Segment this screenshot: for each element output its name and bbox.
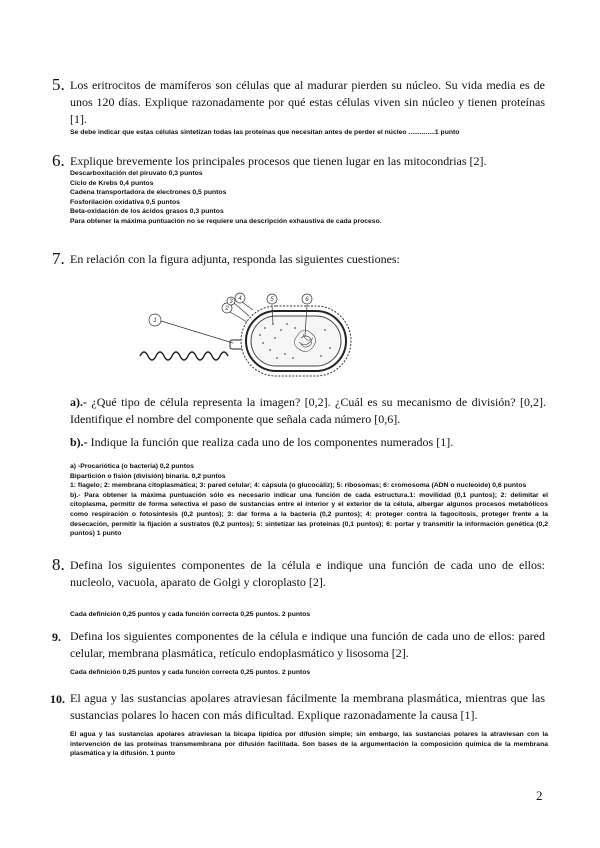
label-1: 1: [153, 318, 157, 324]
part-b-label: b).-: [70, 435, 88, 449]
flagellum: [140, 352, 228, 360]
label-6: 6: [305, 297, 309, 303]
question-6-answer: [70, 169, 548, 227]
question-7-answer: [70, 462, 548, 539]
question-7-text: En relación con la figura adjunta, responda las siguientes cuestiones:: [70, 252, 400, 266]
label-5: 5: [270, 297, 274, 303]
question-5-number: 5.: [52, 75, 65, 94]
question-7-part-b: [70, 434, 546, 451]
bacterium-figure: [135, 288, 355, 383]
question-9-text: Defina los siguientes componentes de la célula e indique una función de cada uno de ellos: pared celular, membrana plasmática, retículo endoplasmático y lisosoma [2].: [70, 629, 545, 660]
cell-membrane: [251, 316, 341, 366]
label-3: 3: [229, 299, 233, 305]
answer-line: Ciclo de Krebs 0,4 puntos: [70, 179, 154, 187]
question-8-text: Defina los siguientes componentes de la célula e indique una función de cada uno de ellos: nucleolo, vacuola, aparato de Golgi y cloroplasto [2].: [70, 558, 545, 589]
question-10-number: 10.: [50, 692, 65, 706]
question-9-answer: Cada definición 0,25 puntos y cada función correcta 0,25 puntos. 2 puntos: [70, 669, 311, 676]
answer-line: Beta-oxidación de los ácidos grasos 0,3 puntos: [70, 208, 224, 216]
answer-line: Para obtener la máxima puntuación no se requiere una descripción exhaustiva de cada proceso.: [70, 217, 382, 225]
label-4: 4: [238, 296, 242, 302]
question-5-answer: Se debe indicar que estas células sintetizan todas las proteínas que necesitan antes de perder el núcleo ..............1 punto: [70, 129, 460, 136]
question-8-answer: Cada definición 0,25 puntos y cada función correcta 0,25 puntos. 2 puntos: [70, 611, 311, 618]
answer-line: 1: flagelo; 2: membrana citoplasmática; 3: pared celular; 4: cápsula (o glucocáliz); 5: ribosomas; 6: cromosoma (ADN o nucleoide) 0,6 puntos: [70, 482, 527, 490]
part-a-text: ¿Qué tipo de célula representa la imagen? [0,2]. ¿Cuál es su mecanismo de división? [0,2]. Identifique el nombre del componente que señala cada número [0,6].: [70, 395, 546, 426]
answer-line: b).- Para obtener la máxima puntuación sólo es necesario indicar una función de cada estructura.1: movilidad (0,1 puntos); 2: delimitar el citoplasma, permitir de forma selectiva el paso de sustancias entre el interior y el exterior de la célula, albergar algunos procesos metabólicos como respiración o fotosíntesis (0,2 puntos); 3: dar forma a la bacteria (0,2 puntos); 4: proteger contra la fagocitosis, proteger frente a la desecación, permitir la fijación a sustratos (0,2 puntos); 5: sintetizar las proteínas (0,1 puntos); 6: portar y transmitir la información genética (0,2 puntos) 1 punto: [70, 491, 548, 538]
answer-line: Bipartición o fisión (división) binaria. 0,2 puntos: [70, 472, 226, 480]
question-8-number: 8.: [52, 555, 65, 574]
question-9-number: 9.: [52, 630, 61, 644]
question-6-number: 6.: [52, 151, 65, 170]
question-5-text: Los eritrocitos de mamíferos son células que al madurar pierden su núcleo. Su vida media es de unos 120 días. Explique razonadamente por qué estas células viven sin núcleo y tienen proteínas [1].: [70, 78, 545, 126]
label-2: 2: [225, 306, 229, 312]
question-7-number: 7.: [52, 249, 65, 268]
answer-line: Descarboxilación del piruvato 0,3 puntos: [70, 170, 203, 177]
question-10-text: El agua y las sustancias apolares atraviesan fácilmente la membrana plasmática, mientras que las sustancias polares lo hacen con más dificultad. Explique razonadamente la causa [1].: [70, 691, 545, 722]
question-7-part-a: [70, 394, 546, 428]
answer-line: a) -Procariótica (o bacteria) 0,2 puntos: [70, 463, 194, 470]
question-6-text: Explique brevemente los principales procesos que tienen lugar en las mitocondrias [2].: [70, 154, 487, 168]
answer-line: Cadena transportadora de electrones 0,5 puntos: [70, 189, 227, 197]
answer-line: Fosforilación oxidativa 0,5 puntos: [70, 198, 180, 206]
question-10-answer: El agua y las sustancias apolares atraviesan la bicapa lipídica por difusión simple; sin embargo, las sustancias polares la atraviesan con la intervención de las proteínas transmembrana por difusión facilitada. Son bases de la argumentación la composición química de la membrana plasmática y la difusión. 1 punto: [70, 731, 548, 758]
part-a-label: a).-: [70, 395, 87, 409]
part-b-text: Indique la función que realiza cada uno de los componentes numerados [1].: [90, 435, 454, 449]
page-number: 2: [536, 788, 543, 803]
